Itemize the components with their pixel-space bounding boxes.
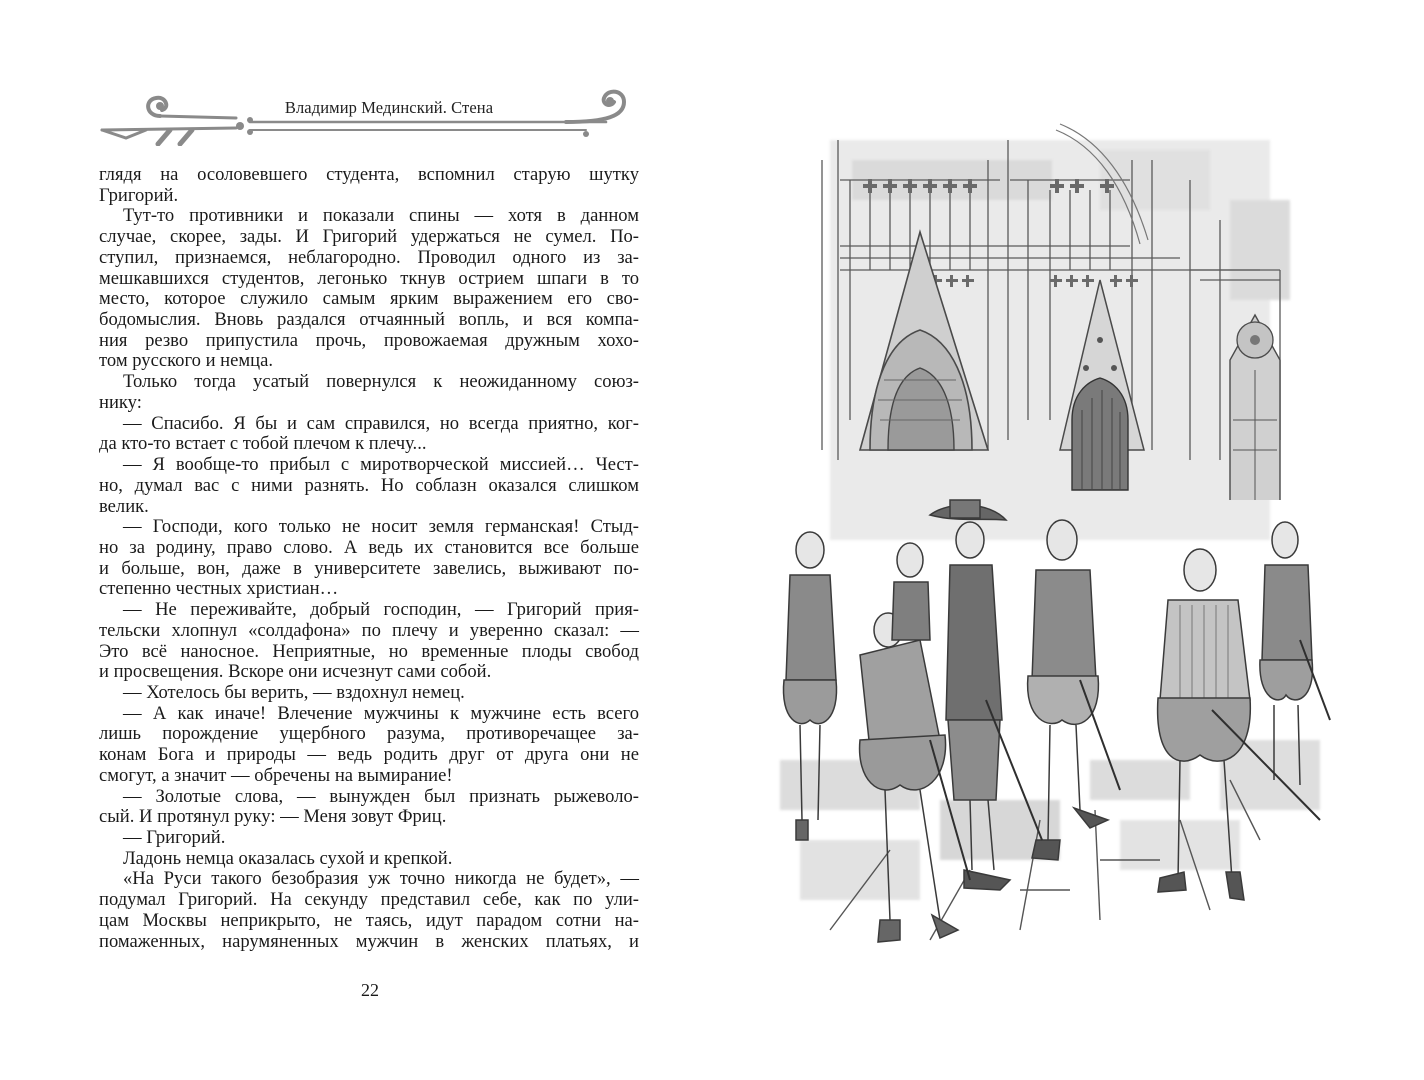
text-line: том русского и немца. xyxy=(99,350,274,372)
text-line: бодомыслия. Вновь раздался отчаянный вопль, и вся компа- xyxy=(99,309,639,331)
text-line: нику: xyxy=(99,391,142,413)
running-title: Владимир Мединский. Стена xyxy=(284,98,494,117)
text-line: подумал Григорий. На секунду представил себе, как по ули- xyxy=(99,889,639,911)
text-line: — Золотые слова, — вынужден был признать рыжеволо- xyxy=(123,785,639,807)
text-line: конам Бога и природы — ведь родить друг от друга они не xyxy=(99,744,639,766)
text-line: случае, скорее, зады. И Григорий удержаться не сумел. По- xyxy=(99,226,639,248)
text-line: Ладонь немца оказалась сухой и крепкой. xyxy=(123,847,453,869)
text-line: смогут, а значит — обречены на вымирание! xyxy=(99,764,453,786)
text-line: «На Руси такого безобразия уж точно никогда не будет», — xyxy=(123,868,639,890)
text-line: — Спасибо. Я бы и сам справился, но всегда приятно, ког- xyxy=(123,412,639,434)
right-page xyxy=(712,0,1424,1080)
text-line: — Не переживайте, добрый господин, — Григорий прия- xyxy=(123,599,639,621)
text-line: и просвещения. Вскоре они исчезнут сами собой. xyxy=(99,661,492,683)
rose-window xyxy=(1230,315,1280,500)
text-line: — Господи, кого только не носит земля германская! Стыд- xyxy=(123,516,639,538)
text-line: глядя на осоловевшего студента, вспомнил старую шутку xyxy=(99,164,639,185)
cathedral-facade xyxy=(822,124,1290,540)
text-line: лишь порождение ущербного разума, противоречащее за- xyxy=(99,723,639,745)
text-line: да кто-то встает с тобой плечом к плечу... xyxy=(99,433,427,455)
text-line: место, которое служило самым ярким выражением его сво- xyxy=(99,288,639,310)
running-head xyxy=(96,86,636,146)
illustration xyxy=(760,120,1340,980)
text-line: ния резво припустила прочь, провожаемая дружным хохо- xyxy=(99,329,639,351)
text-line: — Григорий. xyxy=(123,827,226,848)
text-line: но за родину, право слово. А ведь их становится все больше xyxy=(99,536,639,558)
figure xyxy=(892,543,930,640)
text-line: но, думал вас с ними разнять. Но соблазн оказался слишком xyxy=(99,474,639,496)
text-line: тельски хлопнул «солдафона» по плечу и уверенно сказал: — xyxy=(99,619,639,641)
text-line: и больше, вон, даже в университете завелись, выживают по- xyxy=(99,557,639,579)
text-line: цам Москвы неприкрыто, не таясь, идут парадом сотни на- xyxy=(99,909,639,931)
page-number: 22 xyxy=(361,980,379,1000)
text-line: степенно честных христиан… xyxy=(99,578,339,600)
text-line: мешкавшихся студентов, легонько ткнув острием шпаги в то xyxy=(99,267,639,289)
text-line: ступил, признаемся, неблагородно. Проводил одного из за- xyxy=(99,246,639,268)
text-line: Тут-то противники и показали спины — хотя в данном xyxy=(123,205,639,227)
body-text xyxy=(99,165,639,952)
text-line: — А как иначе! Влечение мужчины к мужчине есть всего xyxy=(123,702,639,724)
text-line: велик. xyxy=(99,495,149,517)
text-line: — Хотелось бы верить, — вздохнул немец. xyxy=(123,681,465,703)
text-line: Григорий. xyxy=(99,184,179,206)
text-line: Это всё наносное. Неприятные, но временные плоды свобод xyxy=(99,640,639,662)
text-line: Только тогда усатый повернулся к неожиданному союз- xyxy=(123,371,639,393)
text-line: помаженных, нарумяненных мужчин в женских платьях, и xyxy=(99,930,639,952)
text-line: сый. И протянул руку: — Меня зовут Фриц. xyxy=(99,806,447,828)
text-line: — Я вообще-то прибыл с миротворческой миссией… Чест- xyxy=(123,454,639,476)
